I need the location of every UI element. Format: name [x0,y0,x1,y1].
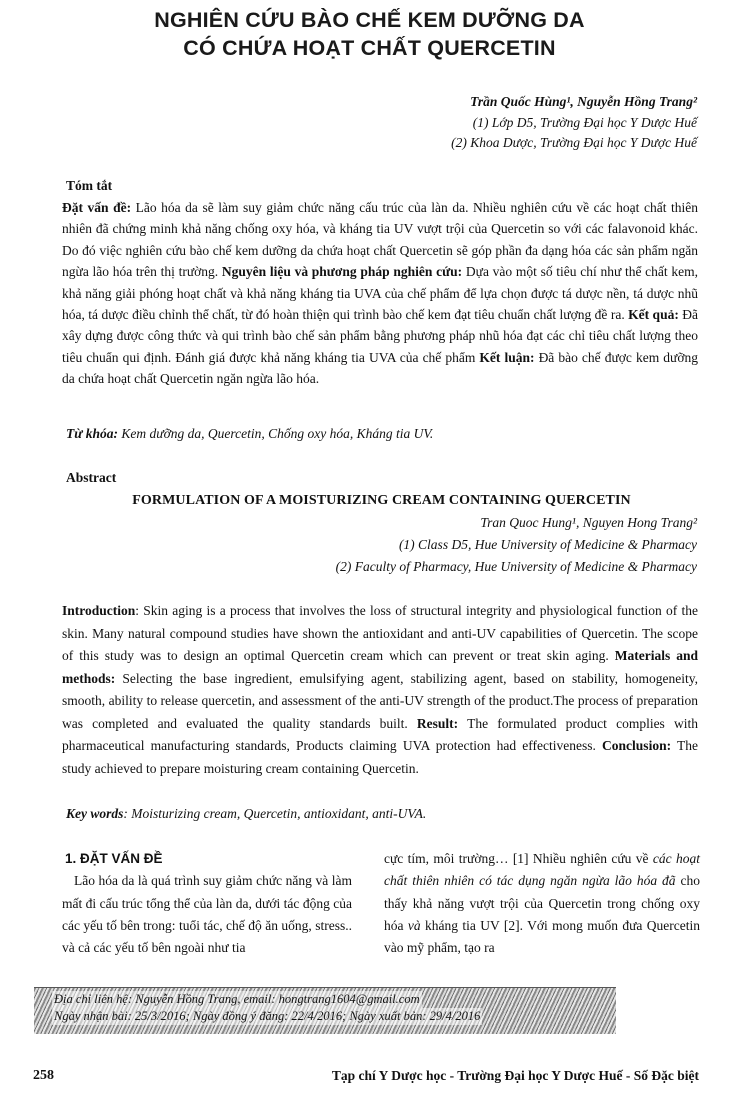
abstract-heading: Abstract [66,470,117,485]
keywords-vi-label: Từ khóa: [66,426,118,441]
affiliation-en-1: (1) Class D5, Hue University of Medicine & Pharmacy [398,537,697,552]
abstract-methods-en: Selecting the base ingredient, emulsifying agent, stabilizing agent, based on stability, homogeneity, smooth, ability to release quercetin, and assessment of the anti-UV strength of the product.The process of preparation was completed and evaluated the quality standards built. [62,670,698,731]
authors-en: Tran Quoc Hung¹, Nguyen Hong Trang² [480,515,697,530]
label-conclusion-vi: Kết luận: [475,349,535,365]
section1-right-column [384,848,700,959]
abstract-intro-en: : Skin aging is a process that involves the loss of structural integrity and physiological function of the skin. Many natural compound studies have shown the antioxidant and anti-UV capabilities of Quercetin. The scope of this study was to design an optimal Quercetin cream which can prevent or treat skin aging. [62,603,698,663]
keywords-en-text: : Moisturizing cream, Quercetin, antioxidant, anti-UVA. [123,806,427,821]
abstract-en-paragraph [62,600,698,780]
abstract-conclusion-en: The study achieved to prepare moisturing cream containing Quercetin. [62,738,698,776]
section1-left-column [62,848,352,959]
section1-right-a: cực tím, môi trường… [1] Nhiều nghiên cứu về [384,851,653,866]
affiliation-vi-2: (2) Khoa Dược, Trường Đại học Y Dược Huế [451,135,697,150]
keywords-vi-text: Kem dưỡng da, Quercetin, Chống oxy hóa, Kháng tia UV. [117,426,434,441]
summary-results-vi: Đã xây dựng được công thức và qui trình bào chế sản phẩm bằng phương pháp nhũ hóa đạt các chỉ tiêu chất lượng theo tiêu chuẩn qui định. Đánh giá được khả năng kháng tia UVA của chế phẩm [62,307,699,365]
affiliation-en-2: (2) Faculty of Pharmacy, Hue University of Medicine & Pharmacy [335,559,697,574]
label-intro-vi: Đặt vấn đề: [62,200,132,215]
summary-intro-vi: Lão hóa da sẽ làm suy giảm chức năng cấu trúc của làn da. Nhiều nghiên cứu về các hoạt chất thiên nhiên đã chứng minh khả năng chống oxy hóa, và kháng tia UV vượt trội của Quercetin so với các falavonoid khác. Do đó việc nghiên cứu bào chế kem dưỡng da chứa hoạt chất Quercetin sẽ góp phần đa dạng hóa các sản phẩm ngăn ngừa lão hóa trên thị trường. [62,200,698,280]
summary-methods-vi: Dựa vào một số tiêu chí như thể chất kem, khả năng giải phóng hoạt chất và khả năng kháng tia UVA của chế phẩm để lựa chọn được tá dược nền, tá dược nhũ hóa, tá dược điều chỉnh thể chất, từ đó hoàn thiện qui trình bào chế kem đạt tiêu chuẩn chất lượng đề ra. [62,264,698,323]
correspondence-footnote [34,987,616,1034]
abstract-result-en: The formulated product complies with pharmaceutical manufacturing standards, Products claiming UVA protection had effectiveness. [62,715,698,753]
section1-heading: 1. ĐẶT VẤN ĐỀ [65,851,163,866]
label-intro-en: Introduction [62,603,136,618]
label-results-vi: Kết quả: [624,307,679,323]
label-result-en: Result: [407,715,459,731]
keywords-en-label: Key words [66,806,124,821]
authors-vi: Trần Quốc Hùng¹, Nguyễn Hồng Trang² [470,94,697,109]
section1-right-b: cho thấy khả năng vượt trội của Quercetin trong chống oxy hóa [384,873,701,933]
paper-title-line2: CÓ CHỨA HOẠT CHẤT QUERCETIN [183,36,556,60]
footnote-dates: Ngày nhận bài: 25/3/2016; Ngày đồng ý đăng: 22/4/2016; Ngày xuất bản: 29/4/2016 [54,1009,481,1023]
section1-left-text: Lão hóa da là quá trình suy giảm chức năng và làm mất đi cấu trúc tổng thể của làn da, dưới tác động của các yếu tố bên trong: tuổi tác, chế độ ăn uống, stress.. và cả các yếu tố bên ngoài như tia [62,873,352,956]
english-title: FORMULATION OF A MOISTURIZING CREAM CONTAINING QUERCETIN [132,493,631,508]
footnote-contact: Địa chỉ liên hệ: Nguyễn Hồng Trang, email: hongtrang1604@gmail.com [54,992,420,1006]
summary-heading: Tóm tắt [66,178,113,193]
journal-footer: Tạp chí Y Dược học - Trường Đại học Y Dược Huế - Số Đặc biệt [331,1068,699,1083]
section1-right-italic-2: và [407,917,421,933]
page-number: 258 [33,1068,54,1083]
affiliation-vi-1: (1) Lớp D5, Trường Đại học Y Dược Huế [472,115,697,130]
label-methods-vi: Nguyên liệu và phương pháp nghiên cứu: [218,264,463,280]
section1-right-italic-1: các hoạt chất thiên nhiên có tác dụng ngăn ngừa lão hóa đã [384,851,700,889]
paper-title-line1: NGHIÊN CỨU BÀO CHẾ KEM DƯỠNG DA [154,8,585,32]
summary-conclusion-vi: Đã bào chế được kem dưỡng da chứa hoạt chất Quercetin ngăn ngừa lão hóa. [62,349,698,387]
keywords-en [66,806,426,822]
label-methods-en: Materials and methods: [62,648,699,686]
summary-vi-paragraph [62,197,698,390]
section1-right-c: kháng tia UV [2]. Với mong muốn đưa Quercetin vào mỹ phẩm, tạo ra [384,917,700,956]
keywords-vi [66,426,433,442]
label-conclusion-en: Conclusion: [595,738,672,753]
